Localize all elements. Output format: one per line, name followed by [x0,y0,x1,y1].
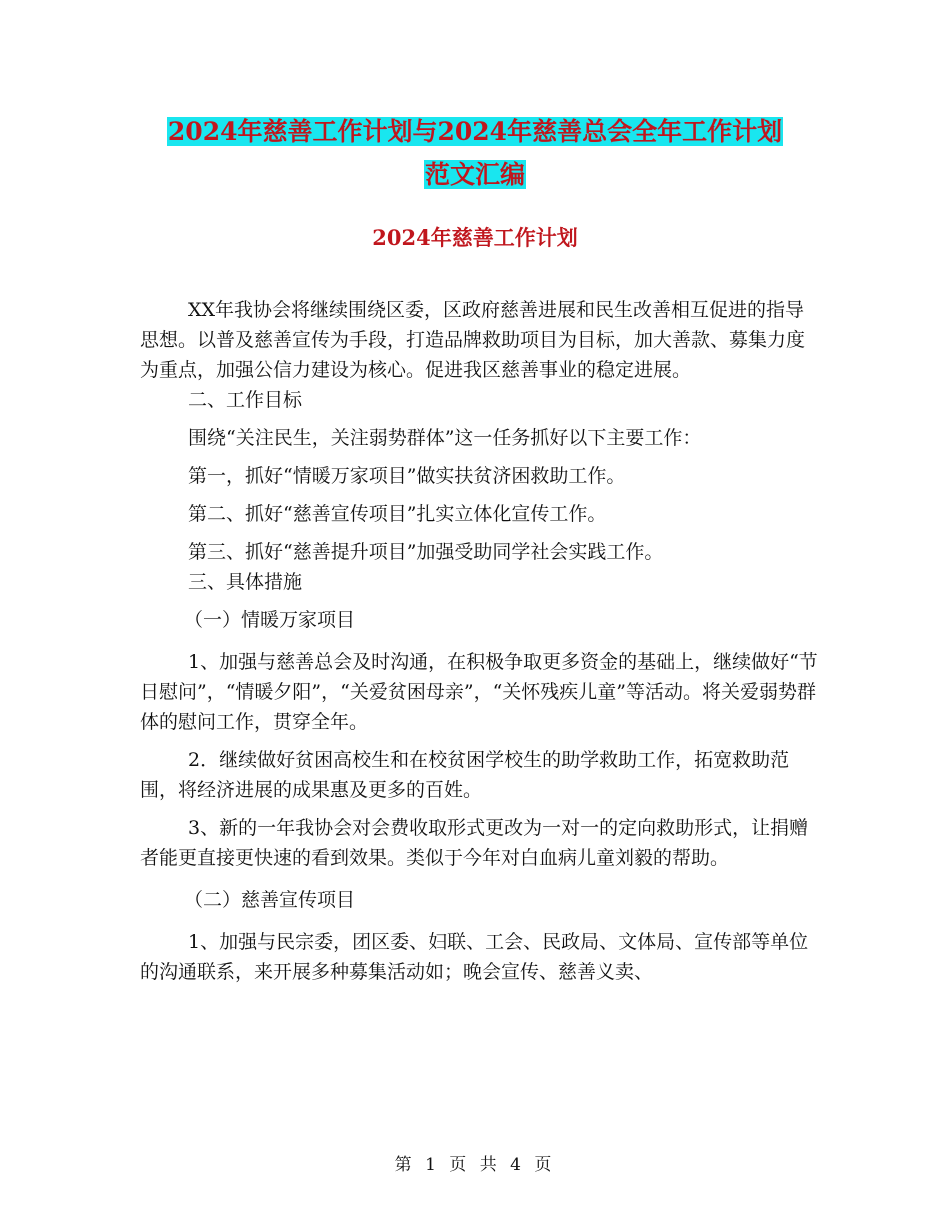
goal-item-3: 第三、抓好“慈善提升项目”加强受助同学社会实践工作。 [188,541,664,563]
subheading-publicity-project: （二）慈善宣传项目 [184,889,356,911]
goal-item-1: 第一，抓好“情暖万家项目”做实扶贫济困救助工作。 [188,465,626,487]
intro-paragraph: XX年我协会将继续围绕区委，区政府慈善进展和民生改善相互促进的指导思想。以普及慈善宣传为手段，打造品牌救助项目为目标，加大善款、募集力度为重点，加强公信力建设为核心。促进我区慈善事业的稳定进展。 [140,299,806,381]
goal-lead-paragraph: 围绕“关注民生，关注弱势群体”这一任务抓好以下主要工作： [188,427,702,449]
page-footer: 第 1 页 共 4 页 [394,1155,556,1175]
section-title: 2024年慈善工作计划 [372,225,578,250]
document-title-line-2 [0,156,950,194]
heading-measures: 三、具体措施 [188,571,303,593]
title-highlight-2: 范文汇编 [424,160,525,189]
heading-work-goals: 二、工作目标 [188,389,303,411]
document-title-line-1 [0,113,950,151]
goal-item-2: 第二、抓好“慈善宣传项目”扎实立体化宣传工作。 [188,503,607,525]
measure-1-2: 2．继续做好贫困高校生和在校贫困学校生的助学救助工作，拓宽救助范围，将经济进展的成果惠及更多的百姓。 [140,749,790,801]
subheading-warmth-project: （一）情暖万家项目 [184,609,356,631]
measure-1-1: 1、加强与慈善总会及时沟通，在积极争取更多资金的基础上，继续做好“节日慰问”，“情暖夕阳”，“关爱贫困母亲”，“关怀残疾儿童”等活动。将关爱弱势群体的慰问工作，贯穿全年。 [140,651,818,733]
measure-2-1: 1、加强与民宗委，团区委、妇联、工会、民政局、文体局、宣传部等单位的沟通联系，来开展多种募集活动如；晚会宣传、慈善义卖、 [140,931,809,983]
measure-1-3: 3、新的一年我协会对会费收取形式更改为一对一的定向救助形式，让捐赠者能更直接更快速的看到效果。类似于今年对白血病儿童刘毅的帮助。 [140,817,809,869]
title-highlight-1: 2024年慈善工作计划与2024年慈善总会全年工作计划 [167,117,783,146]
document-body [140,295,820,987]
